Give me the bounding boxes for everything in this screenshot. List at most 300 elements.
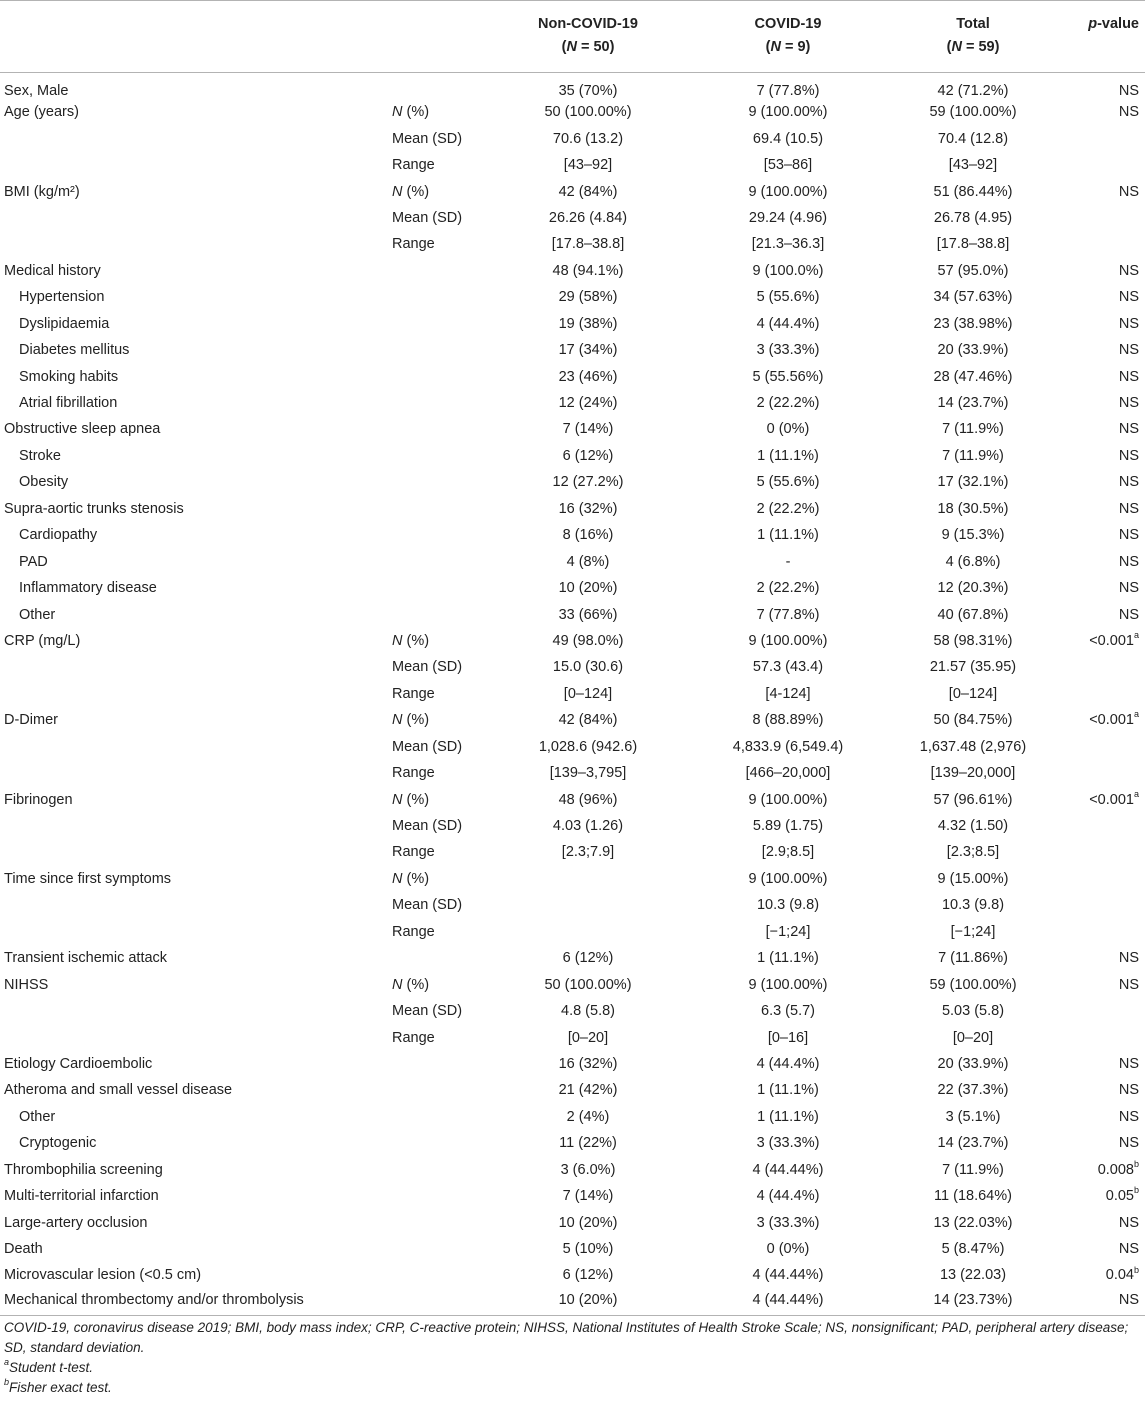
cell-total: [43–92] [948,157,998,174]
row-statistic [388,469,488,495]
cell-total: 22 (37.3%) [937,1082,1009,1099]
cell-p-value [1058,469,1145,495]
cell-p-value [1058,734,1145,760]
cell-p-value [1058,575,1145,601]
cell-total: [−1;24] [950,923,996,940]
row-statistic: Mean (SD) [392,818,463,835]
table-body [0,73,1145,1316]
table-row [0,866,1145,892]
cell-covid: 7 (77.8%) [756,606,820,623]
cell-p-value [1058,258,1145,284]
cell-total: 50 (84.75%) [933,712,1013,729]
row-statistic [388,945,488,971]
cell-p-value [1058,205,1145,231]
row-statistic: Range [392,157,435,174]
footnote-a [4,1358,1141,1378]
cell-total: 13 (22.03) [939,1267,1007,1284]
footnote-b [4,1378,1141,1398]
table-row [0,786,1145,812]
cell-non-covid: 19 (38%) [558,315,618,332]
row-label [0,231,388,257]
cell-total: 11 (18.64%) [934,1188,1012,1205]
abbreviations-note: COVID-19, coronavirus disease 2019; BMI, body mass index; CRP, C-reactive protein; NIHSS, National Institutes of Health Stroke Scale; NS, nonsignificant; PAD, peripheral artery disease; SD, standard deviation. [4,1319,1129,1355]
row-statistic: N (%) [392,976,430,993]
table-row [0,178,1145,204]
cell-total: 12 (20.3%) [937,580,1009,597]
row-statistic [388,548,488,574]
row-statistic [388,1104,488,1130]
cell-total: [139–20,000] [930,765,1016,782]
cell-total: 57 (95.0%) [937,262,1009,279]
table-row [0,73,1145,100]
row-label: Other [19,1108,56,1125]
row-statistic [388,1262,488,1288]
table-row [0,363,1145,389]
row-statistic [388,337,488,363]
table-row [0,971,1145,997]
cell-total: [0–124] [948,685,998,702]
row-statistic: Range [392,685,435,702]
row-statistic [388,1077,488,1103]
row-statistic: Mean (SD) [392,1003,463,1020]
cell-p-value [1058,1024,1145,1050]
cell-total: 9 (15.00%) [937,870,1009,887]
p-value-text: <0.001 [1089,632,1134,649]
cell-non-covid: 26.26 (4.84) [548,209,628,226]
cell-non-covid: 33 (66%) [558,606,618,623]
cell-non-covid: 11 (22%) [559,1135,617,1152]
cell-covid: 4 (44.44%) [752,1161,824,1178]
table-row [0,390,1145,416]
cell-p-value [1058,866,1145,892]
header-total-label: Total [956,16,990,32]
row-label: D-Dimer [4,712,58,729]
row-label [0,654,388,680]
p-value-text: NS [1118,1291,1139,1308]
cell-total: 59 (100.00%) [929,976,1017,993]
cell-non-covid [488,866,688,892]
table-row [0,654,1145,680]
table-row [0,1183,1145,1209]
cell-covid: 3 (33.3%) [756,1214,820,1231]
row-label: Atrial fibrillation [19,395,118,412]
table-row [0,1262,1145,1288]
row-statistic: Mean (SD) [392,738,463,755]
row-statistic [388,284,488,310]
header-covid-label: COVID-19 [754,16,822,32]
table-row [0,998,1145,1024]
row-statistic: N (%) [392,791,430,808]
cell-non-covid: 48 (96%) [558,791,618,808]
cell-covid: 5.89 (1.75) [752,818,824,835]
cell-non-covid: [0–20] [567,1029,609,1046]
cell-p-value [1058,548,1145,574]
row-label [0,813,388,839]
row-statistic: Range [392,236,435,253]
cell-non-covid: 35 (70%) [558,83,618,99]
row-label: Etiology Cardioembolic [4,1055,153,1072]
table-row [0,813,1145,839]
p-value-text: NS [1118,421,1139,438]
row-label [0,760,388,786]
cell-total: 70.4 (12.8) [937,130,1009,147]
footnote-b-text: Fisher exact test. [9,1379,112,1395]
p-value-footnote-mark: b [1133,1264,1139,1275]
cell-p-value [1058,337,1145,363]
footnote-a-mark: a [4,1357,10,1368]
p-value-text: NS [1118,1241,1139,1258]
p-value-text: NS [1118,606,1139,623]
table-row [0,337,1145,363]
row-label: Supra-aortic trunks stenosis [4,500,184,517]
cell-non-covid: 5 (10%) [562,1241,614,1258]
row-statistic [388,496,488,522]
row-statistic: Range [392,923,435,940]
table-footnotes [0,1316,1145,1398]
row-statistic [388,575,488,601]
table-row [0,575,1145,601]
cell-non-covid: [139–3,795] [549,765,627,782]
footnote-b-mark: b [4,1377,10,1388]
cell-non-covid: 50 (100.00%) [544,104,632,121]
row-label [0,734,388,760]
cell-p-value [1058,496,1145,522]
row-statistic [388,1236,488,1262]
row-statistic: Mean (SD) [392,130,463,147]
cell-total: 20 (33.9%) [937,342,1009,359]
header-variable-blank [0,1,388,73]
table-row [0,284,1145,310]
row-statistic [388,601,488,627]
p-value-text: NS [1118,104,1139,121]
row-statistic: N (%) [392,183,430,200]
row-label: Inflammatory disease [19,580,157,597]
cell-p-value [1058,892,1145,918]
p-value-text: NS [1118,1055,1139,1072]
table-row [0,1024,1145,1050]
cell-covid: 2 (22.2%) [756,395,820,412]
table-row [0,125,1145,151]
table-row [0,1104,1145,1130]
header-non-covid-n: (N = 50) [561,39,615,55]
cell-p-value [1058,363,1145,389]
row-statistic: N (%) [392,632,430,649]
table-header [0,1,1145,73]
p-value-text: NS [1118,183,1139,200]
cell-non-covid: 3 (6.0%) [560,1161,616,1178]
cell-non-covid: 6 (12%) [562,950,614,967]
p-value-footnote-mark: a [1133,630,1139,641]
cell-p-value [1058,1262,1145,1288]
row-statistic [388,311,488,337]
cell-total: 14 (23.7%) [937,1135,1009,1152]
p-value-footnote-mark: a [1133,788,1139,799]
p-value-text: 0.05 [1105,1188,1134,1205]
cell-total: 3 (5.1%) [945,1108,1001,1125]
cell-covid: [−1;24] [765,923,811,940]
row-label: Medical history [4,262,101,279]
cell-non-covid: 16 (32%) [558,500,618,517]
row-statistic: Range [392,1029,435,1046]
p-value-footnote-mark: b [1133,1158,1139,1169]
cell-total: 20 (33.9%) [937,1055,1009,1072]
row-label: Age (years) [4,104,79,121]
cell-total: 9 (15.3%) [941,527,1005,544]
table-row [0,231,1145,257]
p-value-text: <0.001 [1089,712,1134,729]
row-statistic [388,1157,488,1183]
row-label [0,125,388,151]
cell-total: 13 (22.03%) [933,1214,1013,1231]
cell-p-value [1058,125,1145,151]
row-label: Cryptogenic [19,1135,97,1152]
row-statistic: Mean (SD) [392,897,463,914]
p-value-text: NS [1118,1082,1139,1099]
cell-total: 40 (67.8%) [937,606,1009,623]
cell-covid: 3 (33.3%) [756,1135,820,1152]
cell-non-covid: 10 (20%) [488,1289,688,1315]
cell-total: [0–20] [952,1029,994,1046]
cell-total: 58 (98.31%) [933,632,1013,649]
row-label: Fibrinogen [4,791,73,808]
cell-covid: 4,833.9 (6,549.4) [732,738,844,755]
header-non-covid [488,1,688,73]
cell-p-value [1058,1157,1145,1183]
p-value-text: NS [1118,368,1139,385]
p-value-text: 0.04 [1105,1267,1134,1284]
cell-covid: [2.9;8.5] [761,844,815,861]
cell-non-covid: [17.8–38.8] [551,236,625,253]
cell-p-value [1058,1236,1145,1262]
p-value-text: NS [1118,1108,1139,1125]
cell-p-value [1058,601,1145,627]
row-statistic [388,1130,488,1156]
p-value-text: NS [1118,1214,1139,1231]
table-row [0,1236,1145,1262]
table-row [0,522,1145,548]
cell-total: [2.3;8.5] [946,844,1000,861]
cell-non-covid: [2.3;7.9] [561,844,615,861]
cell-non-covid: 42 (84%) [558,712,618,729]
row-label: Stroke [19,447,61,464]
cell-p-value [1058,760,1145,786]
p-value-text: NS [1118,83,1139,99]
row-statistic [388,1209,488,1235]
table-row [0,681,1145,707]
cell-covid: 1 (11.1%) [757,527,819,544]
p-value-text: NS [1118,1135,1139,1152]
cell-non-covid: 29 (58%) [558,289,618,306]
footnote-a-text: Student t-test. [9,1359,94,1375]
cell-covid: 69.4 (10.5) [752,130,824,147]
cell-covid: 4 (44.44%) [688,1289,888,1315]
table-row [0,99,1145,125]
cell-p-value [1058,99,1145,125]
table-row [0,443,1145,469]
cell-p-value [1058,311,1145,337]
cell-covid: 1 (11.1%) [757,447,819,464]
row-statistic [388,1289,488,1315]
p-value-text: NS [1118,315,1139,332]
table-row [0,734,1145,760]
cell-p-value [1058,919,1145,945]
cell-p-value [1058,786,1145,812]
cell-p-value [1058,971,1145,997]
cell-total: 5.03 (5.8) [941,1003,1005,1020]
row-label: CRP (mg/L) [4,632,81,649]
row-statistic: Mean (SD) [392,659,463,676]
cell-total: 4 (6.8%) [945,553,1001,570]
cell-total: 34 (57.63%) [933,289,1013,306]
header-covid-n: (N = 9) [765,39,811,55]
p-value-text: NS [1118,447,1139,464]
table-row [0,496,1145,522]
row-label: Cardiopathy [19,527,98,544]
cell-covid: [0–16] [767,1029,809,1046]
row-label: Diabetes mellitus [19,342,130,359]
cell-p-value [1058,178,1145,204]
row-label: Microvascular lesion (<0.5 cm) [4,1267,202,1284]
cell-total: 21.57 (35.95) [929,659,1017,676]
cell-non-covid: 8 (16%) [562,527,614,544]
cell-total: 57 (96.61%) [933,791,1013,808]
cell-total: 23 (38.98%) [933,315,1013,332]
p-value-text: NS [1118,262,1139,279]
p-value-footnote-mark: a [1133,709,1139,720]
cell-p-value [1058,1209,1145,1235]
row-statistic: N (%) [392,712,430,729]
cell-p-value [1058,416,1145,442]
cell-total: 10.3 (9.8) [941,897,1005,914]
p-value-text: 0.008 [1097,1161,1134,1178]
row-label: Smoking habits [19,368,119,385]
cell-p-value [1058,1051,1145,1077]
cell-non-covid: 6 (12%) [562,447,614,464]
cell-non-covid: 23 (46%) [558,368,618,385]
table-row [0,548,1145,574]
cell-non-covid: [0–124] [563,685,613,702]
cell-p-value [1058,1289,1145,1315]
cell-covid: 8 (88.89%) [752,712,824,729]
cell-total: 28 (47.46%) [933,368,1013,385]
p-value-text: NS [1118,395,1139,412]
cell-covid: [21.3–36.3] [751,236,825,253]
row-label: Large-artery occlusion [4,1214,148,1231]
cell-covid: 6.3 (5.7) [761,1003,815,1020]
cell-non-covid: 10 (20%) [558,1214,618,1231]
table-row [0,601,1145,627]
row-label [0,892,388,918]
p-value-text: NS [1118,474,1139,491]
p-value-text: NS [1118,500,1139,517]
cell-total: 1,637.48 (2,976) [919,738,1027,755]
row-statistic: Range [392,844,435,861]
p-value-text: NS [1118,527,1139,544]
cell-non-covid: 12 (24%) [558,395,618,412]
cell-non-covid: 12 (27.2%) [552,474,624,491]
header-covid [688,1,888,73]
cell-p-value [1058,1130,1145,1156]
table-row [0,945,1145,971]
cell-covid: 7 (77.8%) [756,83,820,99]
table-row [0,152,1145,178]
cell-total: 51 (86.44%) [933,183,1013,200]
cell-total: 4.32 (1.50) [937,818,1009,835]
row-label: Atheroma and small vessel disease [4,1082,233,1099]
cell-covid: 4 (44.4%) [756,315,820,332]
cell-p-value [1058,628,1145,654]
cell-total: 5 (8.47%) [941,1241,1005,1258]
cell-non-covid: 15.0 (30.6) [552,659,624,676]
cell-total: 59 (100.00%) [929,104,1017,121]
cell-covid: 4 (44.44%) [752,1267,824,1284]
cell-non-covid: 2 (4%) [566,1108,610,1125]
row-statistic [388,363,488,389]
cell-covid: 9 (100.00%) [748,976,828,993]
row-label: Other [19,606,56,623]
header-p-value-label: p-value [1088,16,1139,32]
cell-covid: 5 (55.6%) [756,474,820,491]
cell-non-covid: 42 (84%) [558,183,618,200]
table-row [0,707,1145,733]
row-statistic: Range [392,765,435,782]
cell-non-covid: 7 (14%) [562,421,614,438]
row-statistic: N (%) [392,104,430,121]
cell-non-covid [488,919,688,945]
cell-non-covid: 48 (94.1%) [552,262,624,279]
row-statistic [388,258,488,284]
table-row [0,760,1145,786]
cell-non-covid: 1,028.6 (942.6) [538,738,638,755]
cell-covid: 3 (33.3%) [756,342,820,359]
cell-covid: 9 (100.00%) [748,104,828,121]
table-row [0,628,1145,654]
cell-p-value [1058,73,1145,100]
cell-covid: 10.3 (9.8) [756,897,820,914]
cell-p-value [1058,284,1145,310]
p-value-text: NS [1118,342,1139,359]
cell-total: 14 (23.73%) [888,1289,1058,1315]
table-row [0,1157,1145,1183]
header-non-covid-label: Non-COVID-19 [538,16,638,32]
table-row [0,1289,1145,1315]
row-label: Thrombophilia screening [4,1161,163,1178]
cell-covid: 0 (0%) [766,421,810,438]
cell-covid: - [785,553,791,570]
row-label: BMI (kg/m²) [4,183,80,200]
cell-total: 7 (11.9%) [942,447,1004,464]
header-total-n: (N = 59) [946,39,1000,55]
cell-total: 7 (11.9%) [942,1161,1004,1178]
cell-covid: 1 (11.1%) [757,1108,819,1125]
row-label [0,919,388,945]
cell-covid: 9 (100.00%) [748,870,828,887]
p-value-text: <0.001 [1089,791,1134,808]
cell-covid: 1 (11.1%) [757,950,819,967]
row-label: Transient ischemic attack [4,950,168,967]
cell-total: 7 (11.86%) [938,950,1008,967]
cell-non-covid: 49 (98.0%) [552,632,624,649]
cell-non-covid: 10 (20%) [558,580,618,597]
cell-covid: 0 (0%) [766,1241,810,1258]
row-label: Multi-territorial infarction [4,1188,159,1205]
row-label: Obstructive sleep apnea [4,421,161,438]
table-row [0,205,1145,231]
cell-p-value [1058,1077,1145,1103]
cell-non-covid: 50 (100.00%) [544,976,632,993]
cell-covid: 1 (11.1%) [757,1082,819,1099]
cell-non-covid: 16 (32%) [558,1055,618,1072]
